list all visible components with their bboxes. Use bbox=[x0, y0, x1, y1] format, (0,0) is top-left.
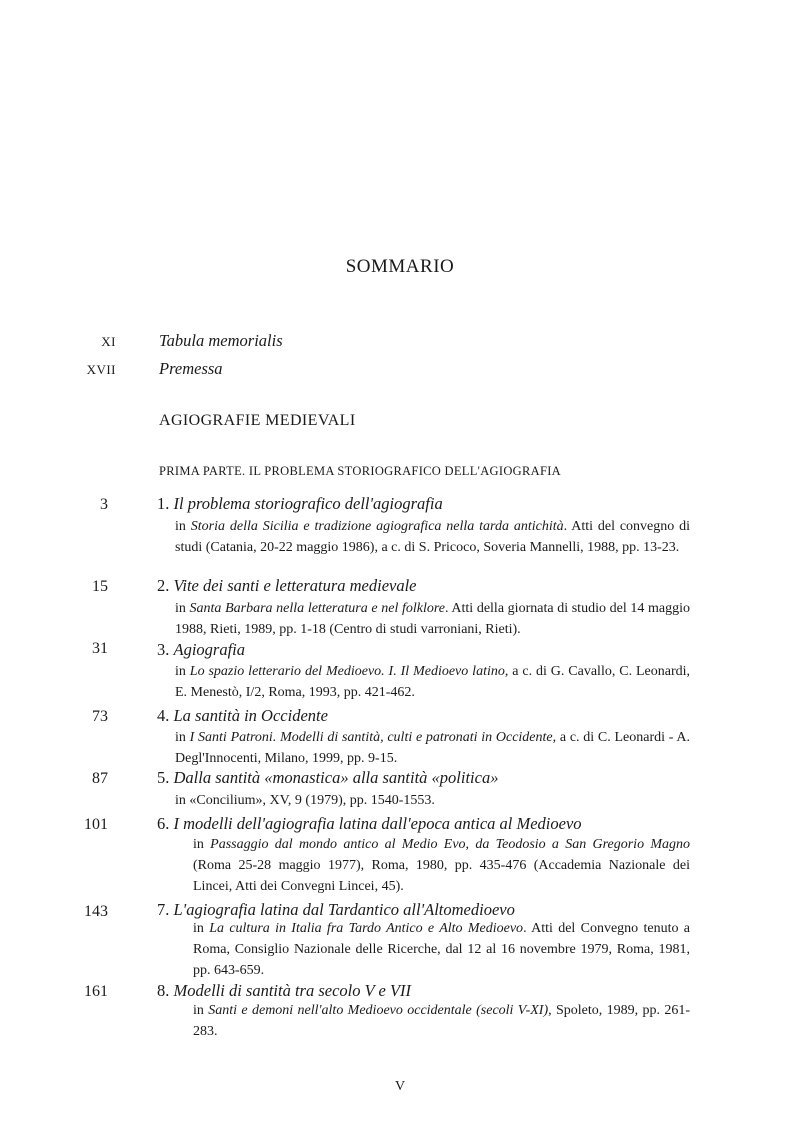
entry-reference bbox=[193, 918, 690, 981]
ref-prefix: in bbox=[193, 1003, 209, 1018]
entry-reference bbox=[175, 790, 690, 811]
ref-italic: La cultura in Italia fra Tardo Antico e Alto Medioevo bbox=[209, 921, 524, 936]
entry-title-text: I modelli dell'agiografia latina dall'epoca antica al Medioevo bbox=[173, 814, 582, 833]
front-matter-title-tabula[interactable]: Tabula memorialis bbox=[159, 331, 283, 350]
entry-title[interactable] bbox=[157, 981, 411, 1001]
ref-italic: Santa Barbara nella letteratura e nel folklore bbox=[189, 601, 446, 616]
entry-reference bbox=[175, 727, 690, 769]
entry-title[interactable] bbox=[157, 576, 417, 596]
entry-title-text: La santità in Occidente bbox=[173, 706, 328, 725]
section-title: AGIOGRAFIE MEDIEVALI bbox=[159, 412, 356, 429]
entry-page-number: 161 bbox=[84, 983, 108, 1000]
entry-title[interactable] bbox=[157, 494, 443, 514]
entry-number: 4. bbox=[157, 706, 170, 725]
entry-page-number: 31 bbox=[92, 640, 108, 657]
ref-rest: , a c. di G. Cavallo, C. Leonardi, E. Menestò, I/2, Roma, 1993, pp. 421-462. bbox=[175, 664, 691, 700]
entry-page-number: 73 bbox=[92, 708, 108, 725]
ref-prefix: in bbox=[175, 601, 190, 616]
entry-number: 3. bbox=[157, 640, 170, 659]
entry-page-number: 87 bbox=[92, 770, 108, 787]
page-title: SOMMARIO bbox=[345, 256, 455, 277]
ref-rest: , Spoleto, 1989, pp. 261-283. bbox=[193, 1003, 691, 1039]
entry-number: 1. bbox=[157, 494, 170, 513]
entry-reference bbox=[193, 1000, 690, 1042]
entry-number: 2. bbox=[157, 576, 170, 595]
entry-title[interactable] bbox=[157, 900, 515, 920]
entry-title[interactable] bbox=[157, 814, 582, 834]
ref-prefix: in «Concilium», XV, 9 (1979), pp. 1540-1553. bbox=[175, 793, 435, 808]
ref-prefix: in bbox=[193, 837, 211, 852]
entry-number: 8. bbox=[157, 981, 170, 1000]
entry-title-text: Agiografia bbox=[173, 640, 246, 659]
entry-title-text: Dalla santità «monastica» alla santità «politica» bbox=[173, 768, 499, 787]
entry-reference bbox=[193, 834, 690, 897]
front-matter-title-premessa[interactable]: Premessa bbox=[159, 359, 223, 378]
part-title: PRIMA PARTE. IL PROBLEMA STORIOGRAFICO DELL'AGIOGRAFIA bbox=[159, 464, 562, 478]
ref-italic: Storia della Sicilia e tradizione agiografica nella tarda antichità bbox=[190, 519, 564, 534]
entry-title-text: Il problema storiografico dell'agiografia bbox=[173, 494, 443, 513]
entry-reference bbox=[175, 516, 690, 558]
ref-prefix: in bbox=[193, 921, 210, 936]
front-matter-page-xi: XI bbox=[101, 334, 116, 349]
entry-number: 5. bbox=[157, 768, 170, 787]
entry-title-text: Modelli di santità tra secolo V e VII bbox=[173, 981, 412, 1000]
entry-title[interactable] bbox=[157, 640, 245, 660]
entry-title-text: L'agiografia latina dal Tardantico all'Altomedioevo bbox=[173, 900, 515, 919]
entry-number: 6. bbox=[157, 814, 170, 833]
entry-page-number: 101 bbox=[84, 816, 108, 833]
entry-page-number: 15 bbox=[92, 578, 108, 595]
front-matter-page-xvii: XVII bbox=[86, 362, 116, 377]
ref-rest: (Roma 25-28 maggio 1977), Roma, 1980, pp. 435-476 (Accademia Nazionale dei Lincei, Atti dei Convegni Lincei, 45). bbox=[193, 858, 690, 894]
ref-prefix: in bbox=[175, 664, 190, 679]
ref-rest: . Atti del convegno di studi (Catania, 20-22 maggio 1986), a c. di S. Pricoco, Soveria Mannelli, 1988, pp. 13-23. bbox=[175, 519, 691, 555]
ref-rest: , a c. di C. Leonardi - A. Degl'Innocenti, Milano, 1999, pp. 9-15. bbox=[175, 730, 691, 766]
entry-title[interactable] bbox=[157, 768, 498, 788]
entry-title[interactable] bbox=[157, 706, 328, 726]
ref-rest: . Atti del Convegno tenuto a Roma, Consiglio Nazionale delle Ricerche, dal 12 al 16 novembre 1979, Roma, 1981, pp. 643-659. bbox=[193, 921, 691, 978]
ref-italic: I Santi Patroni. Modelli di santità, culti e patronati in Occidente bbox=[189, 730, 553, 745]
entry-page-number: 3 bbox=[100, 496, 108, 513]
entry-title-text: Vite dei santi e letteratura medievale bbox=[173, 576, 417, 595]
entry-number: 7. bbox=[157, 900, 170, 919]
ref-prefix: in bbox=[175, 519, 191, 534]
entry-reference bbox=[175, 661, 690, 703]
ref-italic: Lo spazio letterario del Medioevo. I. Il Medioevo latino bbox=[189, 664, 505, 679]
entry-page-number: 143 bbox=[84, 903, 108, 920]
ref-prefix: in bbox=[175, 730, 190, 745]
folio-page-number: V bbox=[394, 1079, 406, 1094]
ref-rest: . Atti della giornata di studio del 14 maggio 1988, Rieti, 1989, pp. 1-18 (Centro di studi varroniani, Rieti). bbox=[175, 601, 691, 637]
entry-reference bbox=[175, 598, 690, 640]
ref-italic: Passaggio dal mondo antico al Medio Evo, da Teodosio a San Gregorio Magno bbox=[210, 837, 691, 852]
ref-italic: Santi e demoni nell'alto Medioevo occidentale (secoli V-XI) bbox=[208, 1003, 549, 1018]
